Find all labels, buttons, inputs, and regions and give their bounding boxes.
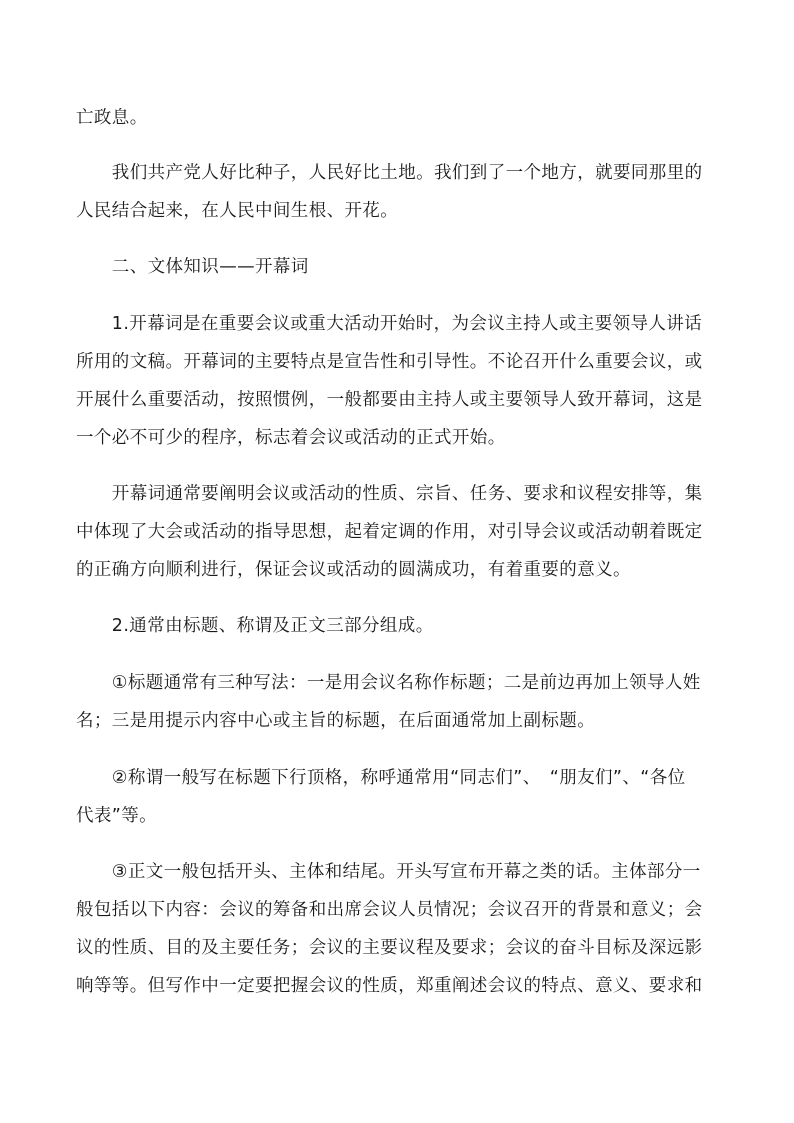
text-line-15: ②称谓一般写在标题下行顶格，称呼通常用“同志们”、 “朋友们”、“各位 bbox=[76, 768, 686, 788]
text-line-10: 中体现了大会或活动的指导思想，起着定调的作用，对引导会议或活动朝着既定 bbox=[76, 522, 703, 542]
text-line-13: ①标题通常有三种写法：一是用会议名称作标题；二是前边再加上领导人姓 bbox=[76, 673, 701, 693]
section-heading: 二、文体知识——开幕词 bbox=[76, 257, 309, 277]
text-line-9: 开幕词通常要阐明会议或活动的性质、宗旨、任务、要求和议程安排等，集 bbox=[76, 484, 703, 504]
text-line-19: 议的性质、目的及主要任务；会议的主要议程及要求；会议的奋斗目标及深远影 bbox=[76, 938, 703, 958]
text-line-6: 所用的文稿。开幕词的主要特点是宣告性和引导性。不论召开什么重要会议，或 bbox=[76, 352, 703, 372]
text-line-11: 的正确方向顺利进行，保证会议或活动的圆满成功，有着重要的意义。 bbox=[76, 560, 631, 580]
text-line-8: 一个必不可少的程序，标志着会议或活动的正式开始。 bbox=[76, 428, 506, 448]
text-line-18: 般包括以下内容：会议的筹备和出席会议人员情况；会议召开的背景和意义；会 bbox=[76, 900, 703, 920]
text-line-12: 2.通常由标题、称谓及正文三部分组成。 bbox=[76, 616, 434, 636]
text-line-7: 开展什么重要活动，按照惯例，一般都要由主持人或主要领导人致开幕词，这是 bbox=[76, 390, 703, 410]
text-line-16: 代表”等。 bbox=[76, 806, 158, 826]
text-line-5: 1.开幕词是在重要会议或重大活动开始时，为会议主持人或主要领导人讲话 bbox=[76, 314, 703, 334]
text-line-14: 名；三是用提示内容中心或主旨的标题，在后面通常加上副标题。 bbox=[76, 711, 596, 731]
text-line-3: 人民结合起来，在人民中间生根、开花。 bbox=[76, 201, 399, 221]
text-line-1: 亡政息。 bbox=[76, 108, 148, 128]
text-line-17: ③正文一般包括开头、主体和结尾。开头写宣布开幕之类的话。主体部分一 bbox=[76, 862, 701, 882]
text-line-2: 我们共产党人好比种子，人民好比土地。我们到了一个地方，就要同那里的 bbox=[76, 163, 703, 183]
text-line-20: 响等等。但写作中一定要把握会议的性质，郑重阐述会议的特点、意义、要求和 bbox=[76, 976, 703, 996]
